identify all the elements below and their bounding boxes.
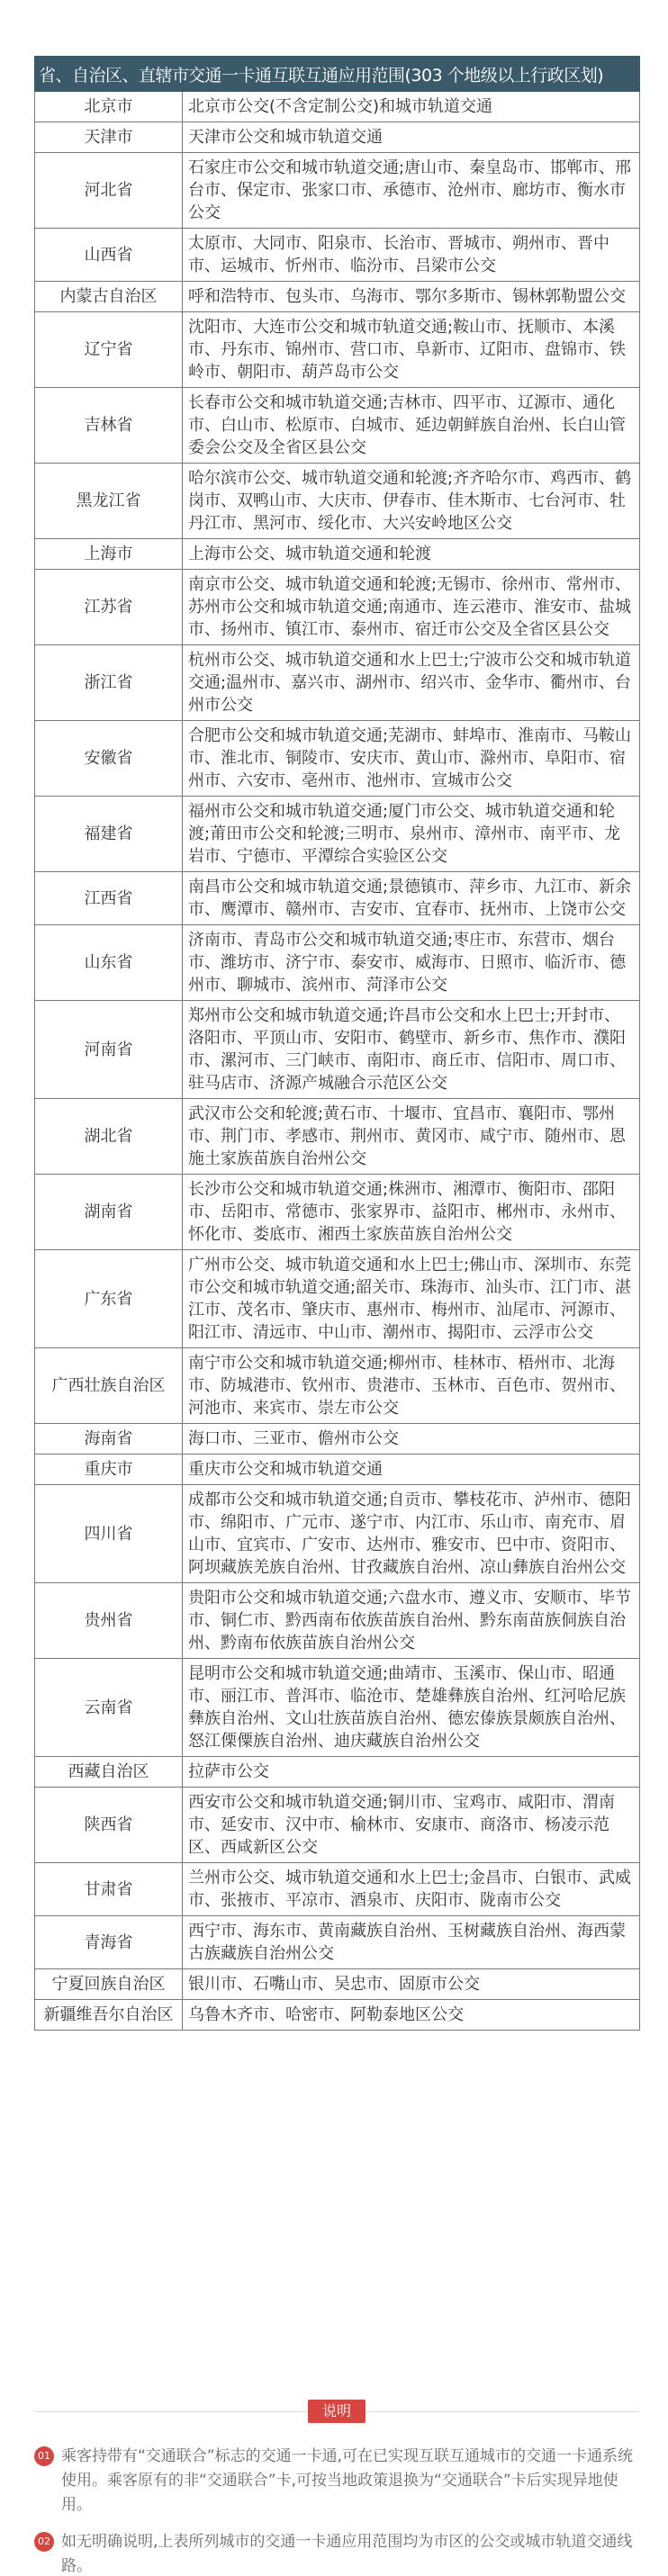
note-item	[34, 2530, 639, 2576]
region-name: 内蒙古自治区	[35, 282, 183, 312]
region-name: 甘肃省	[35, 1863, 183, 1916]
region-name: 西藏自治区	[35, 1757, 183, 1788]
region-name: 云南省	[35, 1659, 183, 1757]
region-name: 山西省	[35, 229, 183, 282]
coverage-scope: 福州市公交和城市轨道交通;厦门市公交、城市轨道交通和轮渡;莆田市公交和轮渡;三明市、泉州市、漳州市、南平市、龙岩市、宁德市、平潭综合实验区公交	[183, 797, 640, 872]
region-name: 安徽省	[35, 721, 183, 797]
table-row	[35, 1485, 640, 1583]
coverage-scope: 银川市、石嘴山市、吴忠市、固原市公交	[183, 1969, 640, 2000]
region-name: 吉林省	[35, 388, 183, 464]
table-row	[35, 1863, 640, 1916]
coverage-scope: 乌鲁木齐市、哈密市、阿勒泰地区公交	[183, 2000, 640, 2031]
region-name: 江苏省	[35, 570, 183, 645]
table-row	[35, 1969, 640, 2000]
region-name: 浙江省	[35, 645, 183, 721]
region-name: 河北省	[35, 153, 183, 229]
coverage-scope: 西安市公交和城市轨道交通;铜川市、宝鸡市、咸阳市、渭南市、延安市、汉中市、榆林市、安康市、商洛市、杨凌示范区、西咸新区公交	[183, 1788, 640, 1863]
table-header-row	[35, 57, 640, 92]
coverage-scope: 成都市公交和城市轨道交通;自贡市、攀枝花市、泸州市、德阳市、绵阳市、广元市、遂宁市、内江市、乐山市、南充市、眉山市、宜宾市、广安市、达州市、雅安市、巴中市、资阳市、阿坝藏族羌族自治州、甘孜藏族自治州、凉山彝族自治州公交	[183, 1485, 640, 1583]
region-name: 辽宁省	[35, 312, 183, 388]
region-name: 黑龙江省	[35, 464, 183, 539]
table-row	[35, 872, 640, 925]
table-row	[35, 1250, 640, 1348]
table-row	[35, 1001, 640, 1099]
note-number: 02	[34, 2532, 54, 2552]
region-name: 河南省	[35, 1001, 183, 1099]
coverage-scope: 济南市、青岛市公交和城市轨道交通;枣庄市、东营市、烟台市、潍坊市、济宁市、泰安市、威海市、日照市、临沂市、德州市、聊城市、滨州市、菏泽市公交	[183, 925, 640, 1001]
region-name: 新疆维吾尔自治区	[35, 2000, 183, 2031]
table-row	[35, 570, 640, 645]
region-name: 贵州省	[35, 1583, 183, 1659]
table-row	[35, 1757, 640, 1788]
region-name: 重庆市	[35, 1455, 183, 1485]
table-row	[35, 1455, 640, 1485]
table-row	[35, 282, 640, 312]
table-row	[35, 388, 640, 464]
coverage-scope: 太原市、大同市、阳泉市、长治市、晋城市、朔州市、晋中市、运城市、忻州市、临汾市、吕梁市公交	[183, 229, 640, 282]
coverage-scope: 北京市公交(不含定制公交)和城市轨道交通	[183, 92, 640, 122]
table-row	[35, 1099, 640, 1175]
coverage-scope: 广州市公交、城市轨道交通和水上巴士;佛山市、深圳市、东莞市公交和城市轨道交通;韶关市、珠海市、汕头市、江门市、湛江市、茂名市、肇庆市、惠州市、梅州市、汕尾市、河源市、阳江市、清远市、中山市、潮州市、揭阳市、云浮市公交	[183, 1250, 640, 1348]
table-row	[35, 721, 640, 797]
region-name: 广东省	[35, 1250, 183, 1348]
table-row	[35, 645, 640, 721]
table-body	[35, 92, 640, 2031]
coverage-table	[34, 56, 640, 2031]
coverage-scope: 兰州市公交、城市轨道交通和水上巴士;金昌市、白银市、武威市、张掖市、平凉市、酒泉市、庆阳市、陇南市公交	[183, 1863, 640, 1916]
table-row	[35, 1424, 640, 1455]
region-name: 广西壮族自治区	[35, 1348, 183, 1424]
table-row	[35, 1583, 640, 1659]
region-name: 江西省	[35, 872, 183, 925]
header-region: 省、自治区、直辖市	[35, 57, 183, 92]
coverage-scope: 呼和浩特市、包头市、乌海市、鄂尔多斯市、锡林郭勒盟公交	[183, 282, 640, 312]
table-row	[35, 1348, 640, 1424]
table-row	[35, 122, 640, 153]
table-row	[35, 464, 640, 539]
coverage-scope: 长春市公交和城市轨道交通;吉林市、四平市、辽源市、通化市、白山市、松原市、白城市、延边朝鲜族自治州、长白山管委会公交及全省区县公交	[183, 388, 640, 464]
table-row	[35, 1916, 640, 1969]
region-name: 北京市	[35, 92, 183, 122]
region-name: 天津市	[35, 122, 183, 153]
note-text: 如无明确说明,上表所列城市的交通一卡通应用范围均为市区的公交或城市轨道交通线路。	[61, 2533, 633, 2575]
table-row	[35, 1788, 640, 1863]
region-name: 四川省	[35, 1485, 183, 1583]
notes-header	[34, 2400, 639, 2425]
table-row	[35, 312, 640, 388]
note-text: 乘客持带有“交通联合”标志的交通一卡通,可在已实现互联互通城市的交通一卡通系统使用。乘客原有的非“交通联合”卡,可按当地政策退换为“交通联合”卡后实现异地使用。	[61, 2447, 634, 2514]
note-number: 01	[34, 2446, 54, 2466]
table-row	[35, 539, 640, 570]
coverage-scope: 杭州市公交、城市轨道交通和水上巴士;宁波市公交和城市轨道交通;温州市、嘉兴市、湖州市、绍兴市、金华市、衢州市、台州市公交	[183, 645, 640, 721]
region-name: 青海省	[35, 1916, 183, 1969]
coverage-scope: 郑州市公交和城市轨道交通;许昌市公交和水上巴士;开封市、洛阳市、平顶山市、安阳市、鹤壁市、新乡市、焦作市、濮阳市、漯河市、三门峡市、南阳市、商丘市、信阳市、周口市、驻马店市、济源产城融合示范区公交	[183, 1001, 640, 1099]
table-row	[35, 229, 640, 282]
region-name: 宁夏回族自治区	[35, 1969, 183, 2000]
region-name: 湖北省	[35, 1099, 183, 1175]
coverage-scope: 南昌市公交和城市轨道交通;景德镇市、萍乡市、九江市、新余市、鹰潭市、赣州市、吉安市、宜春市、抚州市、上饶市公交	[183, 872, 640, 925]
table-row	[35, 925, 640, 1001]
table-row	[35, 797, 640, 872]
header-scope: 交通一卡通互联互通应用范围(303 个地级以上行政区划)	[183, 57, 640, 92]
table-row	[35, 92, 640, 122]
coverage-scope: 上海市公交、城市轨道交通和轮渡	[183, 539, 640, 570]
coverage-scope: 昆明市公交和城市轨道交通;曲靖市、玉溪市、保山市、昭通市、丽江市、普洱市、临沧市、楚雄彝族自治州、红河哈尼族彝族自治州、文山壮族苗族自治州、德宏傣族景颇族自治州、怒江傈僳族自治州、迪庆藏族自治州公交	[183, 1659, 640, 1757]
coverage-scope: 合肥市公交和城市轨道交通;芜湖市、蚌埠市、淮南市、马鞍山市、淮北市、铜陵市、安庆市、黄山市、滁州市、阜阳市、宿州市、六安市、亳州市、池州市、宣城市公交	[183, 721, 640, 797]
coverage-scope: 沈阳市、大连市公交和城市轨道交通;鞍山市、抚顺市、本溪市、丹东市、锦州市、营口市、阜新市、辽阳市、盘锦市、铁岭市、朝阳市、葫芦岛市公交	[183, 312, 640, 388]
coverage-scope: 石家庄市公交和城市轨道交通;唐山市、秦皇岛市、邯郸市、邢台市、保定市、张家口市、承德市、沧州市、廊坊市、衡水市公交	[183, 153, 640, 229]
coverage-scope: 长沙市公交和城市轨道交通;株洲市、湘潭市、衡阳市、邵阳市、岳阳市、常德市、张家界市、益阳市、郴州市、永州市、怀化市、娄底市、湘西土家族苗族自治州公交	[183, 1175, 640, 1250]
region-name: 上海市	[35, 539, 183, 570]
table-row	[35, 2000, 640, 2031]
coverage-scope: 武汉市公交和轮渡;黄石市、十堰市、宜昌市、襄阳市、鄂州市、荆门市、孝感市、荆州市、黄冈市、咸宁市、随州市、恩施土家族苗族自治州公交	[183, 1099, 640, 1175]
coverage-scope: 海口市、三亚市、儋州市公交	[183, 1424, 640, 1455]
notes-title: 说明	[308, 2400, 366, 2423]
region-name: 福建省	[35, 797, 183, 872]
notes-section	[34, 2400, 639, 2576]
coverage-scope: 南宁市公交和城市轨道交通;柳州市、桂林市、梧州市、北海市、防城港市、钦州市、贵港市、玉林市、百色市、贺州市、河池市、来宾市、崇左市公交	[183, 1348, 640, 1424]
coverage-scope: 贵阳市公交和城市轨道交通;六盘水市、遵义市、安顺市、毕节市、铜仁市、黔西南布依族苗族自治州、黔东南苗族侗族自治州、黔南布依族苗族自治州公交	[183, 1583, 640, 1659]
coverage-scope: 重庆市公交和城市轨道交通	[183, 1455, 640, 1485]
table-row	[35, 1659, 640, 1757]
coverage-scope: 天津市公交和城市轨道交通	[183, 122, 640, 153]
region-name: 陕西省	[35, 1788, 183, 1863]
region-name: 湖南省	[35, 1175, 183, 1250]
coverage-scope: 哈尔滨市公交、城市轨道交通和轮渡;齐齐哈尔市、鸡西市、鹤岗市、双鸭山市、大庆市、伊春市、佳木斯市、七台河市、牡丹江市、黑河市、绥化市、大兴安岭地区公交	[183, 464, 640, 539]
coverage-scope: 西宁市、海东市、黄南藏族自治州、玉树藏族自治州、海西蒙古族藏族自治州公交	[183, 1916, 640, 1969]
region-name: 海南省	[35, 1424, 183, 1455]
table-row	[35, 1175, 640, 1250]
region-name: 山东省	[35, 925, 183, 1001]
coverage-scope: 南京市公交、城市轨道交通和轮渡;无锡市、徐州市、常州市、苏州市公交和城市轨道交通;南通市、连云港市、淮安市、盐城市、扬州市、镇江市、泰州市、宿迁市公交及全省区县公交	[183, 570, 640, 645]
coverage-scope: 拉萨市公交	[183, 1757, 640, 1788]
note-item	[34, 2445, 639, 2517]
table-row	[35, 153, 640, 229]
